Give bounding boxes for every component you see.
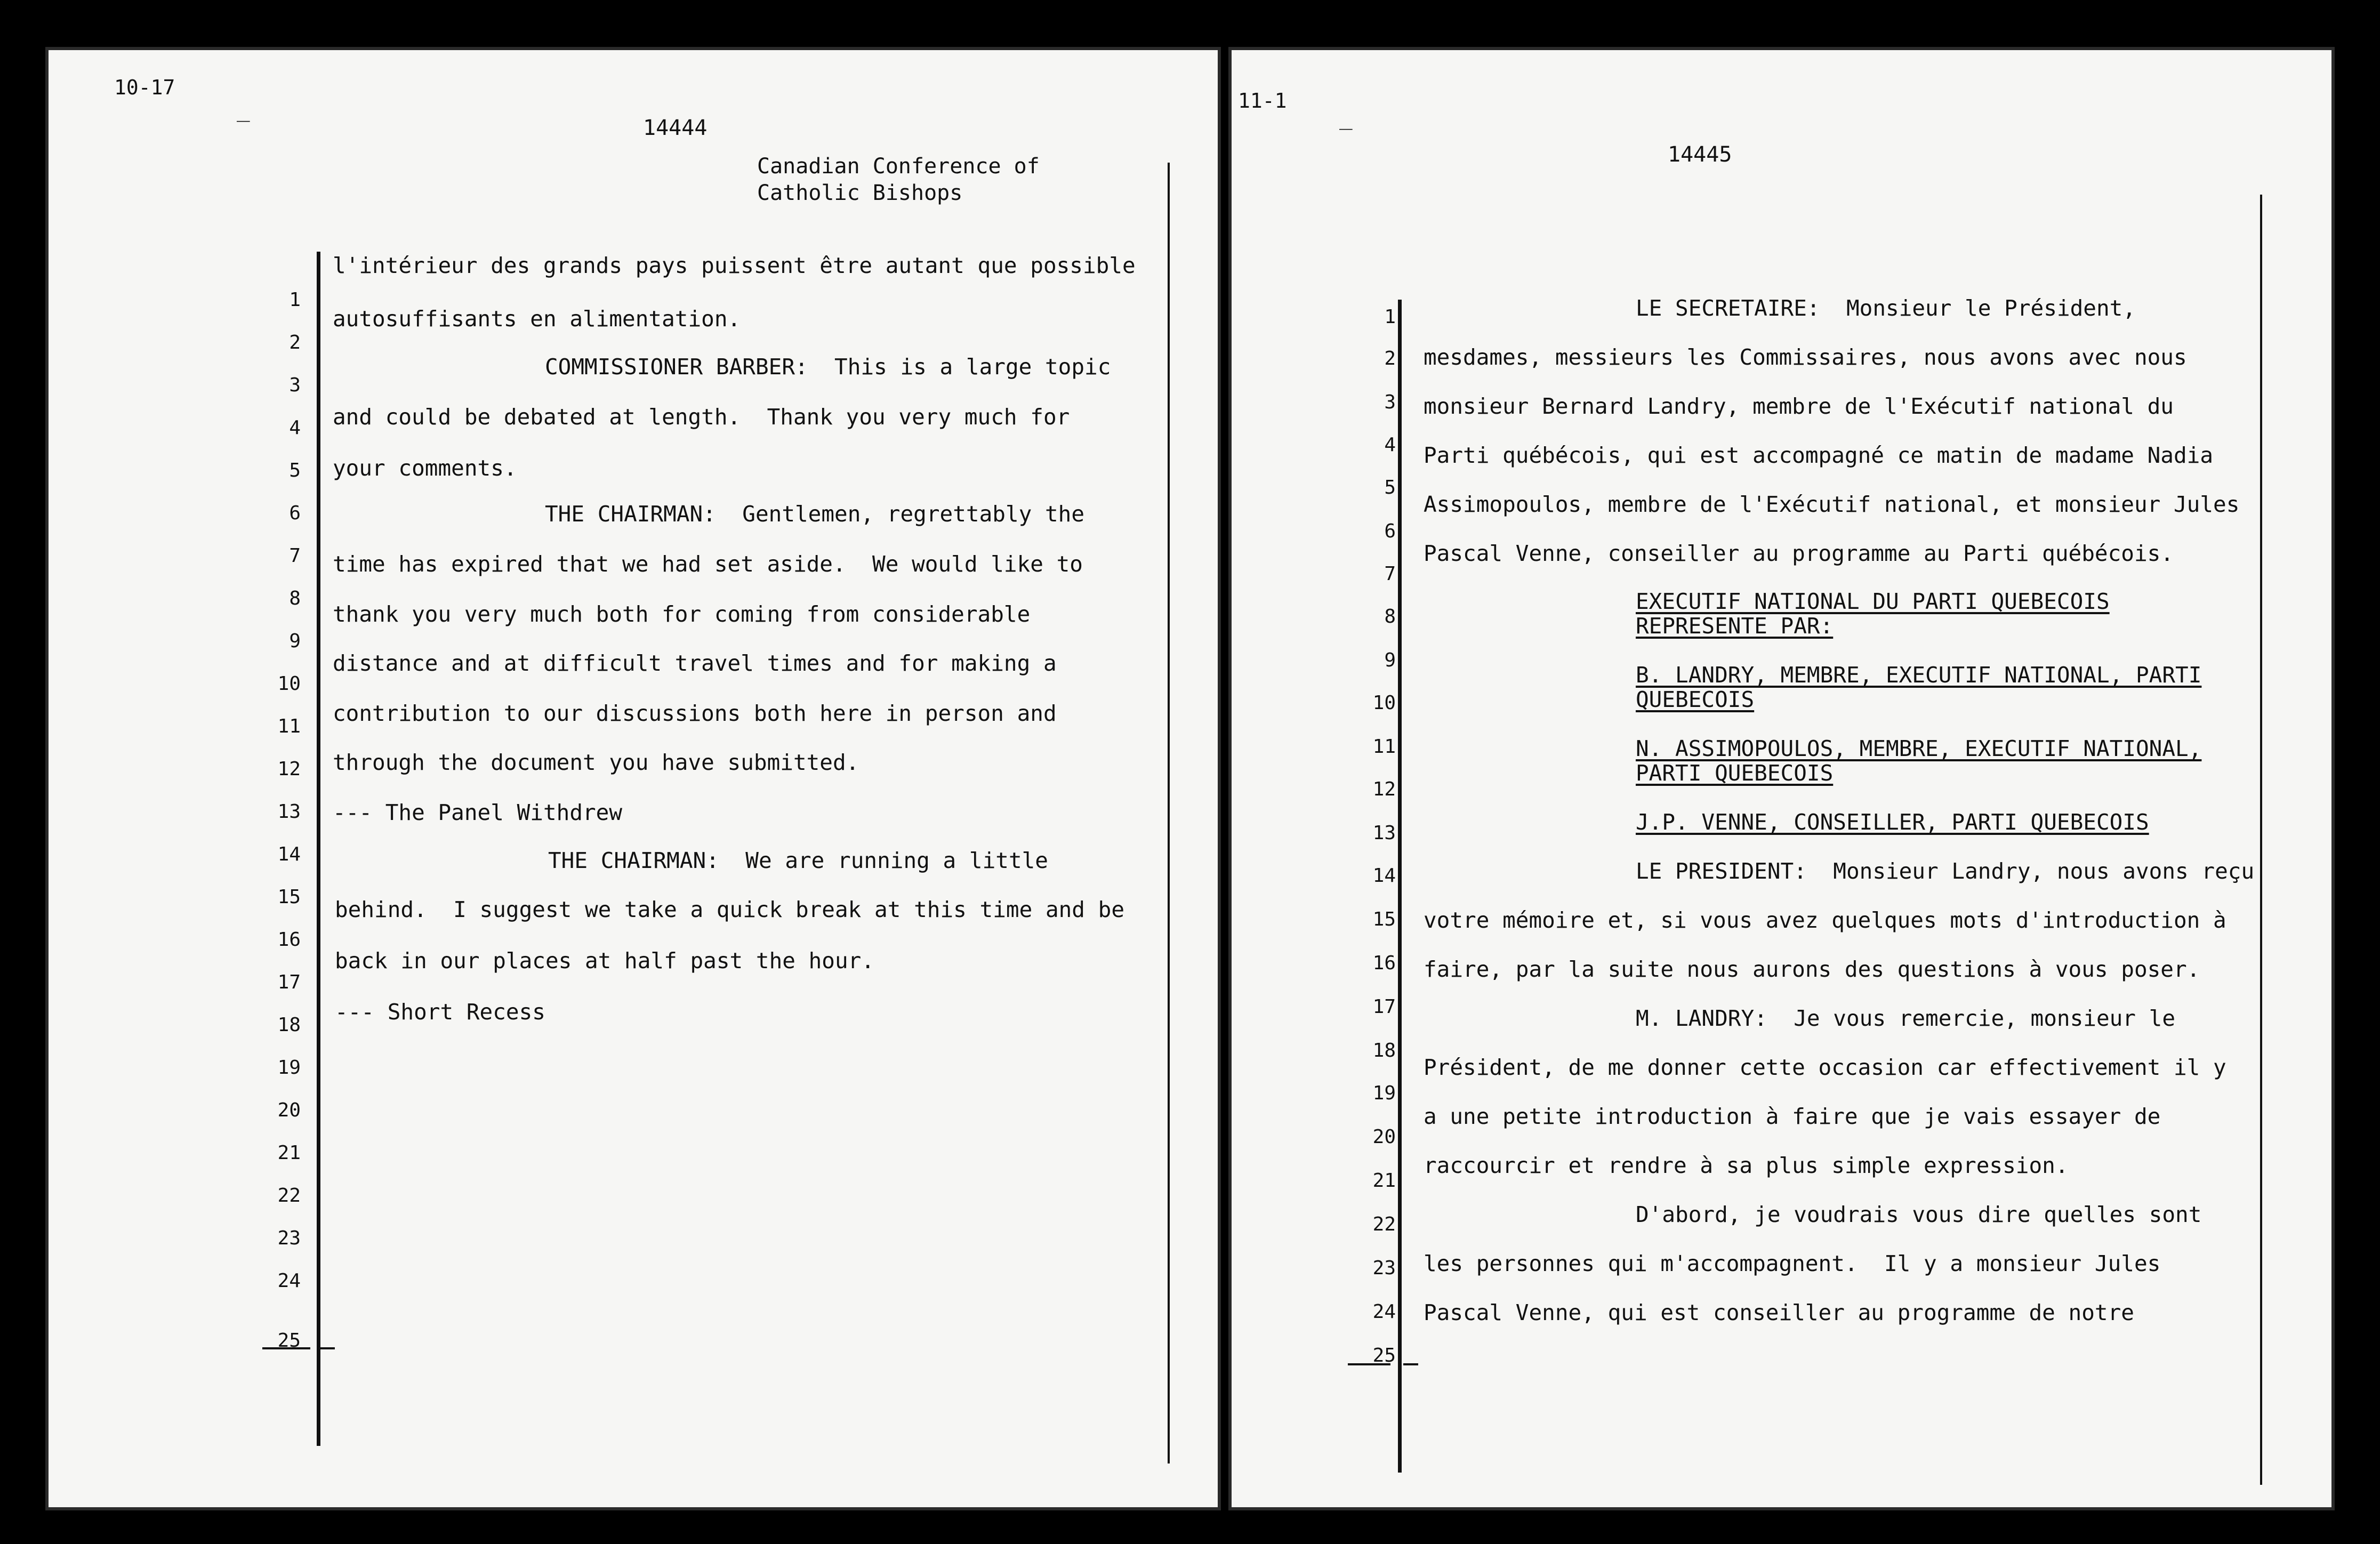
- right-subheading: N. ASSIMOPOULOS, MEMBRE, EXECUTIF NATIONAL,: [1636, 736, 2202, 761]
- left-line-number: 21: [277, 1142, 301, 1164]
- right-margin-rule: [1398, 300, 1402, 1473]
- left-transcript-line: THE CHAIRMAN: Gentlemen, regrettably the: [545, 501, 1085, 527]
- left-transcript-line: behind. I suggest we take a quick break at this time and be: [335, 897, 1125, 922]
- right-page-ref: 11-1: [1238, 89, 1287, 112]
- right-transcript-line: les personnes qui m'accompagnent. Il y a monsieur Jules: [1424, 1251, 2161, 1276]
- left-transcript-line: thank you very much both for coming from considerable: [333, 601, 1031, 627]
- right-subheading: REPRESENTE PAR:: [1636, 613, 1834, 639]
- right-subheading: QUEBECOIS: [1636, 687, 1755, 712]
- left-transcript-line: distance and at difficult travel times and for making a: [333, 650, 1057, 676]
- left-transcript-line: back in our places at half past the hour.: [335, 948, 875, 974]
- left-transcript-line: autosuffisants en alimentation.: [333, 306, 741, 332]
- right-line-number: 5: [1384, 477, 1396, 498]
- left-line-number: 20: [277, 1099, 301, 1121]
- left-line-number: 7: [289, 545, 301, 567]
- left-line-number: 23: [277, 1227, 301, 1249]
- right-line-number: 22: [1372, 1213, 1396, 1235]
- right-transcript-line: Assimopoulos, membre de l'Exécutif national, et monsieur Jules: [1424, 492, 2240, 517]
- left-line-number: 12: [277, 758, 301, 780]
- right-line-number: 6: [1384, 520, 1396, 542]
- right-transcript-line: D'abord, je voudrais vous dire quelles sont: [1636, 1202, 2202, 1227]
- right-line-number: 20: [1372, 1126, 1396, 1148]
- left-line-number: 8: [289, 588, 301, 609]
- right-transcript-line: a une petite introduction à faire que je vais essayer de: [1424, 1104, 2161, 1129]
- right-line-number: 14: [1372, 865, 1396, 887]
- left-page-number: 14444: [643, 116, 707, 140]
- right-line-number: 1: [1384, 306, 1396, 328]
- left-transcript-line: l'intérieur des grands pays puissent être autant que possible: [333, 253, 1136, 278]
- left-transcript-line: contribution to our discussions both here in person and: [333, 701, 1057, 726]
- right-line-number: 9: [1384, 649, 1396, 671]
- right-line-number: 16: [1372, 952, 1396, 974]
- right-line-number: 2: [1384, 348, 1396, 369]
- right-line-number: 19: [1372, 1082, 1396, 1104]
- left-line-number: 9: [289, 630, 301, 652]
- right-line-number: 24: [1372, 1301, 1396, 1323]
- left-header-line-1: Canadian Conference of: [757, 154, 1040, 179]
- right-line-number: 4: [1384, 434, 1396, 456]
- left-line-number: 24: [277, 1270, 301, 1292]
- left-transcript-line: through the document you have submitted.: [333, 750, 859, 775]
- left-dash-mark: _: [237, 96, 250, 122]
- left-margin-rule: [317, 252, 320, 1446]
- right-transcript-line: votre mémoire et, si vous avez quelques mots d'introduction à: [1424, 907, 2226, 933]
- left-line-number: 14: [277, 843, 301, 865]
- right-transcript-line: raccourcir et rendre à sa plus simple expression.: [1424, 1153, 2069, 1178]
- right-line-number: 21: [1372, 1170, 1396, 1192]
- right-transcript-line: LE SECRETAIRE: Monsieur le Président,: [1636, 295, 2136, 321]
- left-transcript-line: COMMISSIONER BARBER: This is a large topic: [545, 354, 1111, 380]
- left-transcript-line: --- The Panel Withdrew: [333, 800, 623, 825]
- left-line-number: 16: [277, 929, 301, 951]
- right-line-number: 13: [1372, 822, 1396, 844]
- left-transcript-line: your comments.: [333, 455, 517, 481]
- left-line-number: 13: [277, 801, 301, 823]
- right-line-number: 25: [1372, 1345, 1396, 1366]
- left-transcript-line: and could be debated at length. Thank you very much for: [333, 404, 1070, 430]
- right-transcript-line: mesdames, messieurs les Commissaires, nous avons avec nous: [1424, 344, 2187, 370]
- right-transcript-line: Parti québécois, qui est accompagné ce matin de madame Nadia: [1424, 443, 2214, 468]
- right-transcript-line: Pascal Venne, conseiller au programme au Parti québécois.: [1424, 541, 2174, 566]
- right-line-number: 17: [1372, 996, 1396, 1018]
- left-right-rule: [1168, 163, 1170, 1463]
- right-transcript-line: faire, par la suite nous aurons des questions à vous poser.: [1424, 956, 2200, 982]
- left-line-number: 6: [289, 502, 301, 524]
- left-line-number: 2: [289, 332, 301, 353]
- left-line-number: 22: [277, 1185, 301, 1207]
- right-transcript-line: monsieur Bernard Landry, membre de l'Exécutif national du: [1424, 393, 2174, 419]
- left-transcript-line: --- Short Recess: [335, 999, 545, 1025]
- right-line-number: 11: [1372, 736, 1396, 758]
- left-line-number: 5: [289, 460, 301, 481]
- right-subheading: EXECUTIF NATIONAL DU PARTI QUEBECOIS: [1636, 589, 2110, 614]
- left-header-line-2: Catholic Bishops: [757, 181, 963, 205]
- right-page-number: 14445: [1668, 142, 1732, 167]
- right-transcript-line: Président, de me donner cette occasion car effectivement il y: [1424, 1055, 2226, 1080]
- right-line-number: 23: [1372, 1257, 1396, 1279]
- left-line-number: 15: [277, 886, 301, 908]
- left-line-number: 11: [277, 715, 301, 737]
- left-line-number: 18: [277, 1014, 301, 1036]
- right-line-number: 18: [1372, 1040, 1396, 1062]
- right-line-number: 15: [1372, 908, 1396, 930]
- left-transcript-line: THE CHAIRMAN: We are running a little: [548, 848, 1048, 873]
- left-line-number: 4: [289, 417, 301, 439]
- right-line-number: 3: [1384, 391, 1396, 413]
- left-line-number: 1: [289, 289, 301, 311]
- right-transcript-line: Pascal Venne, qui est conseiller au programme de notre: [1424, 1300, 2134, 1325]
- left-line-number: 3: [289, 374, 301, 396]
- right-line-number: 10: [1372, 692, 1396, 714]
- left-line-number: 17: [277, 971, 301, 993]
- left-transcript-line: time has expired that we had set aside. We would like to: [333, 551, 1083, 577]
- left-line-number: 25: [277, 1330, 301, 1352]
- right-subheading: J.P. VENNE, CONSEILLER, PARTI QUEBECOIS: [1636, 809, 2149, 835]
- right-subheading: B. LANDRY, MEMBRE, EXECUTIF NATIONAL, PARTI: [1636, 662, 2202, 688]
- right-transcript-line: LE PRESIDENT: Monsieur Landry, nous avons reçu: [1636, 858, 2255, 884]
- right-line-number: 7: [1384, 563, 1396, 585]
- right-right-rule: [2260, 195, 2262, 1485]
- left-line-25-tick: [320, 1347, 335, 1349]
- right-subheading: PARTI QUEBECOIS: [1636, 760, 1834, 786]
- right-line-25-tick: [1403, 1363, 1418, 1365]
- right-line-number: 12: [1372, 778, 1396, 800]
- right-transcript-line: M. LANDRY: Je vous remercie, monsieur le: [1636, 1006, 2176, 1031]
- left-page-ref: 10-17: [114, 76, 175, 99]
- right-dash-mark: _: [1339, 104, 1353, 130]
- left-line-number: 10: [277, 673, 301, 695]
- left-line-number: 19: [277, 1057, 301, 1079]
- right-line-number: 8: [1384, 606, 1396, 628]
